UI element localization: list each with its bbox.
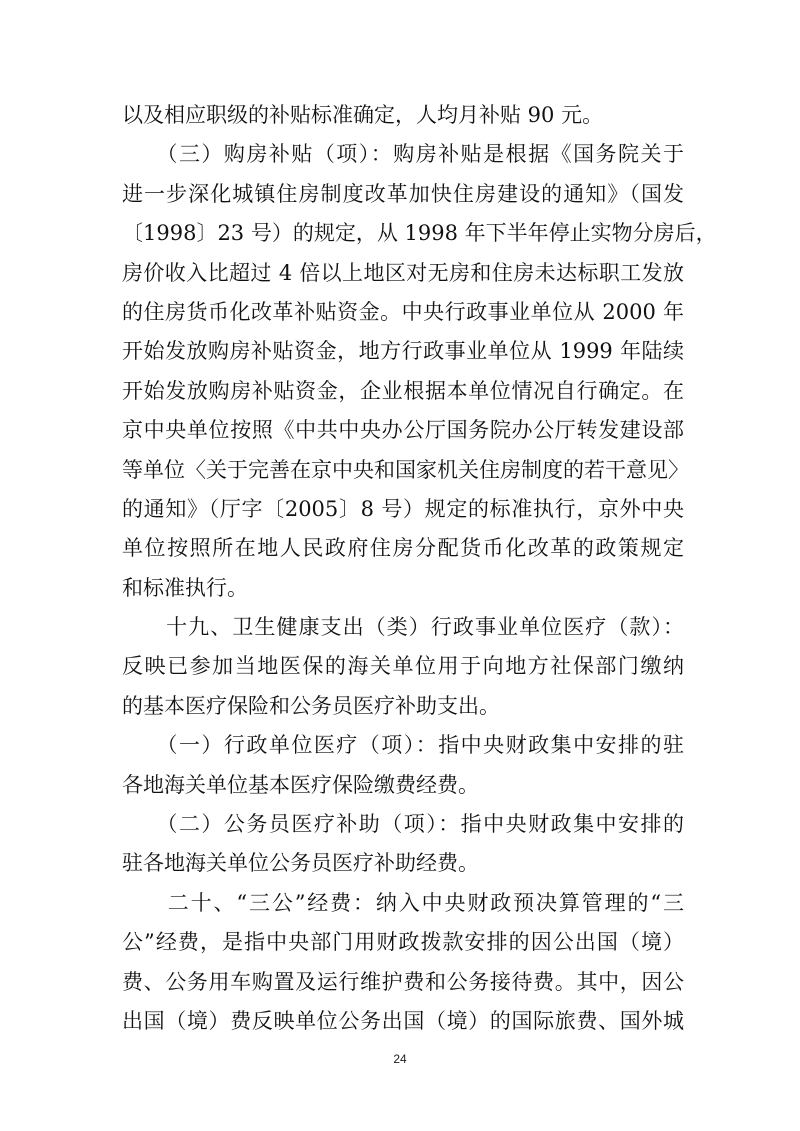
- text-line: 十九、卫生健康支出（类）行政事业单位医疗（款）：: [122, 615, 684, 640]
- text-line: 和标准执行。: [122, 575, 248, 600]
- text-line: （二）公务员医疗补助（项）：指中央财政集中安排的: [122, 812, 684, 837]
- text-line: 公”经费，是指中央部门用财政拨款安排的因公出国（境）: [122, 930, 684, 955]
- text-line: 房价收入比超过 4 倍以上地区对无房和住房未达标职工发放: [122, 260, 684, 285]
- text-line: 二十、“三公”经费：纳入中央财政预决算管理的“三: [122, 890, 684, 915]
- text-line: 出国（境）费反映单位公务出国（境）的国际旅费、国外城: [122, 1008, 684, 1033]
- text-line: 费、公务用车购置及运行维护费和公务接待费。其中，因公: [122, 969, 684, 994]
- text-line: 驻各地海关单位公务员医疗补助经费。: [122, 851, 479, 876]
- text-line: （三）购房补贴（项）：购房补贴是根据《国务院关于: [122, 142, 684, 167]
- text-line: 反映已参加当地医保的海关单位用于向地方社保部门缴纳: [122, 654, 684, 679]
- page-number: 24: [393, 1052, 407, 1066]
- text-line: 开始发放购房补贴资金，地方行政事业单位从 1999 年陆续: [122, 339, 684, 364]
- body-text: [122, 96, 717, 1041]
- text-line: 的住房货币化改革补贴资金。中央行政事业单位从 2000 年: [122, 299, 684, 324]
- text-line: 各地海关单位基本医疗保险缴费经费。: [122, 772, 479, 797]
- text-line: 京中央单位按照《中共中央办公厅国务院办公厅转发建设部: [122, 418, 684, 443]
- text-line: （一）行政单位医疗（项）：指中央财政集中安排的驻: [122, 733, 684, 758]
- text-line: 开始发放购房补贴资金，企业根据本单位情况自行确定。在: [122, 378, 684, 403]
- text-line: 〔1998〕23 号）的规定，从 1998 年下半年停止实物分房后，: [122, 221, 717, 246]
- text-line: 以及相应职级的补贴标准确定，人均月补贴 90 元。: [122, 103, 604, 127]
- text-line: 等单位〈关于完善在京中央和国家机关住房制度的若干意见〉: [122, 457, 689, 482]
- text-line: 单位按照所在地人民政府住房分配货币化改革的政策规定: [122, 536, 684, 561]
- text-line: 的通知》（厅字〔2005〕8 号）规定的标准执行，京外中央: [122, 496, 684, 521]
- text-line: 的基本医疗保险和公务员医疗补助支出。: [122, 693, 500, 718]
- text-line: 进一步深化城镇住房制度改革加快住房建设的通知》（国发: [122, 181, 684, 206]
